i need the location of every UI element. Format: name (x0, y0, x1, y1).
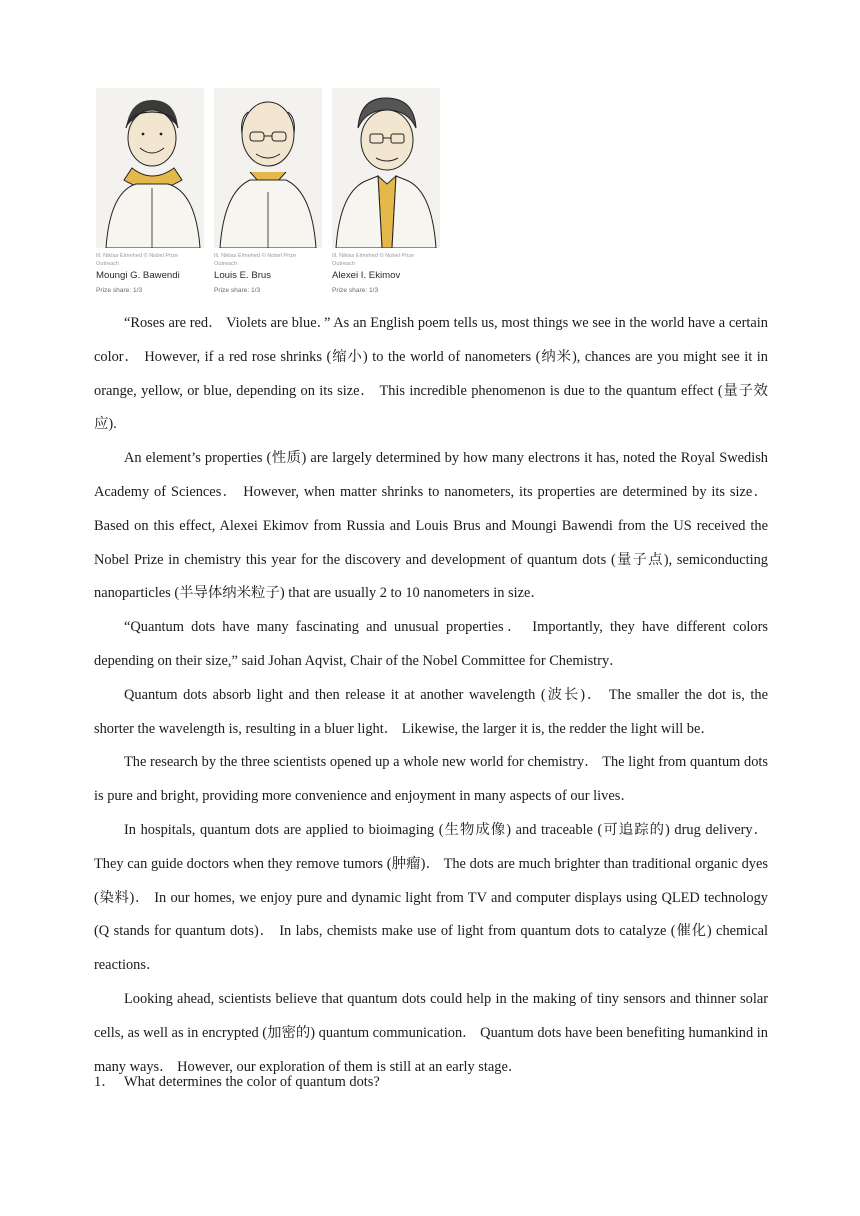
paragraph: “Roses are red． Violets are blue．” As an English poem tells us, most things we see in the world have a certain color． However, if a red rose shrinks (缩小) to the world of nanometers (纳米), chances are you might see it in orange, yellow, or blue, depending on its size． This incredible phenomenon is due to the quantum effect (量子效应). (94, 315, 768, 433)
article-body (94, 307, 768, 1084)
question-text: What determines the color of quantum dots? (124, 1074, 380, 1090)
question-number: 1． (94, 1074, 116, 1090)
paragraph: In hospitals, quantum dots are applied to bioimaging (生物成像) and traceable (可追踪的) drug delivery． They can guide doctors when they remove tumors (肿瘤)． The dots are much brighter than traditional organic dyes (染料)． In our homes, we enjoy pure and dynamic light from TV and computer displays using QLED technology (Q stands for quantum dots)． In labs, chemists make use of light from quantum dots to catalyze (催化) chemical reactions． (94, 821, 768, 974)
portrait-brus (214, 88, 322, 248)
laureate-card-brus (214, 88, 322, 298)
portrait-illustration-icon (96, 88, 204, 248)
laureate-card-bawendi (96, 88, 204, 298)
paragraph: The research by the three scientists opened up a whole new world for chemistry． The light from quantum dots is pure and bright, providing more convenience and enjoyment in many aspects of our lives． (94, 754, 768, 805)
laureate-name: Moungi G. Bawendi (96, 270, 180, 281)
portrait-ekimov (332, 88, 440, 248)
prize-share: Prize share: 1/3 (214, 287, 261, 294)
portrait-bawendi (96, 88, 204, 248)
portrait-illustration-icon (214, 88, 322, 248)
illustration-credit: Ill. Niklas Elmehed © Nobel Prize Outreach (332, 253, 415, 267)
paragraph: Quantum dots absorb light and then release it at another wavelength (波长)． The smaller the dot is, the shorter the wavelength is, resulting in a bluer light． Likewise, the larger it is, the redder the light will be． (94, 686, 768, 737)
laureate-name: Louis E. Brus (214, 270, 272, 281)
prize-share: Prize share: 1/3 (332, 287, 379, 294)
laureate-name: Alexei I. Ekimov (332, 270, 401, 281)
prize-share: Prize share: 1/3 (96, 287, 143, 294)
question-1 (94, 1066, 768, 1100)
laureate-portraits (96, 88, 442, 298)
illustration-credit: Ill. Niklas Elmehed © Nobel Prize Outreach (96, 253, 179, 267)
paragraph: “Quantum dots have many fascinating and unusual properties． Importantly, they have different colors depending on their size,” said Johan Aqvist, Chair of the Nobel Committee for Chemistry． (94, 619, 768, 669)
laureate-card-ekimov (332, 88, 440, 298)
paragraph: An element’s properties (性质) are largely determined by how many electrons it has, noted the Royal Swedish Academy of Sciences． However, when matter shrinks to nanometers, its properties are determined by its size． Based on this effect, Alexei Ekimov from Russia and Louis Brus and Moungi Bawendi from the US received the Nobel Prize in chemistry this year for the discovery and development of quantum dots (量子点), semiconducting nanoparticles (半导体纳米粒子) that are usually 2 to 10 nanometers in size． (94, 450, 768, 602)
portrait-illustration-icon (332, 88, 440, 248)
illustration-credit: Ill. Niklas Elmehed © Nobel Prize Outreach (214, 253, 297, 267)
paragraph: Looking ahead, scientists believe that quantum dots could help in the making of tiny sensors and thinner solar cells, as well as in encrypted (加密的) quantum communication． Quantum dots have been benefiting humankind in many ways． However, our exploration of them is still at an early stage． (94, 990, 768, 1075)
